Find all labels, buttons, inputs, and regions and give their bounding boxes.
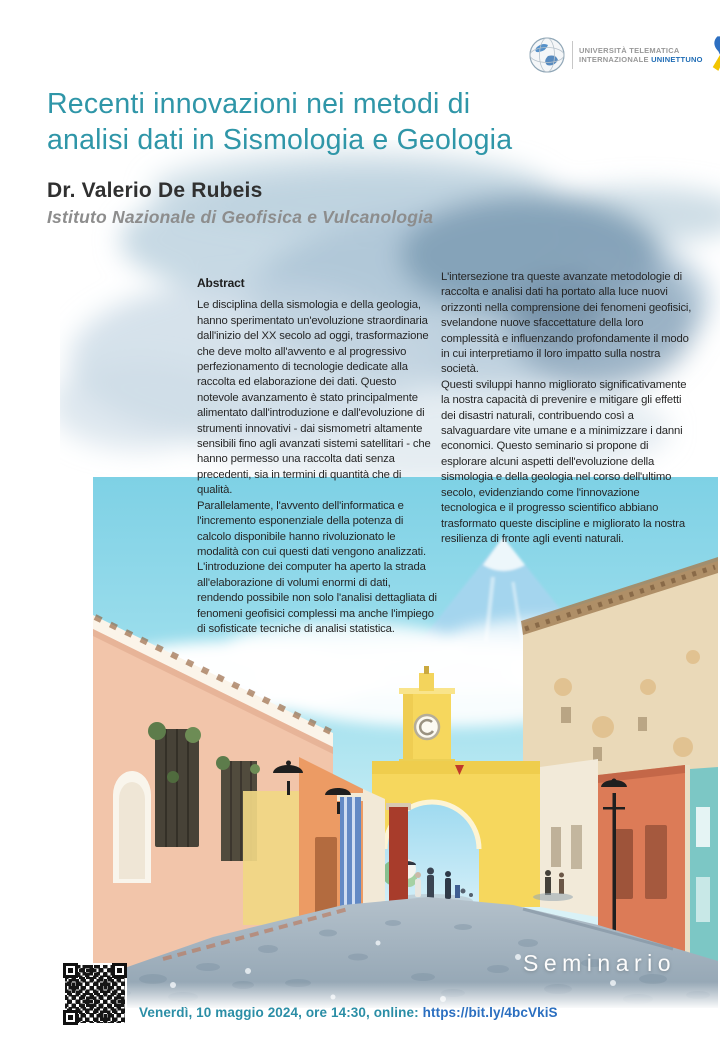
qr-finder-bottom-left: [63, 1010, 78, 1025]
seminario-label: Seminario: [523, 950, 677, 976]
ukraine-ribbon-icon: [709, 32, 720, 78]
title-line-1: Recenti innovazioni nei metodi di: [47, 88, 471, 120]
title-line-2: analisi dati in Sismologia e Geologia: [47, 124, 513, 156]
abstract-column-right: [441, 270, 695, 547]
logo-text: [579, 46, 703, 65]
event-date-time: Venerdì, 10 maggio 2024, ore 14:30, online:: [139, 1005, 419, 1020]
logo-line1: UNIVERSITÀ TELEMATICA: [579, 45, 680, 55]
speaker-affiliation: Istituto Nazionale di Geofisica e Vulcanologia: [47, 207, 434, 227]
qr-code: [63, 963, 127, 1025]
abstract-heading: Abstract: [197, 276, 245, 290]
abstract-left-paragraph-1: Le disciplina della sismologia e della geologia, hanno sperimentato un'evoluzione straordinaria dall'inizio del XX secolo ad oggi, trasformazione che deve molto all'avvento e al progressivo perfezionamento di tecnologie dedicate alla raccolta ed elaborazione dei dati. Questo notevole avanzamento è stato principalmente alimentato dall'introduzione e dall'evoluzione di strumenti innovativi - dai sismometri altamente sensibili fino agli avanzati sistemi satellitari - che hanno permesso una raccolta dati senza precedenti, sia in termini di quantità che di qualità.: [197, 299, 431, 497]
uninettuno-logo: [528, 32, 720, 78]
qr-finder-top-left: [63, 963, 78, 978]
poster-title: [47, 86, 512, 158]
qr-finder-top-right: [112, 963, 127, 978]
abstract-right-paragraph-2: Questi sviluppi hanno migliorato significativamente la nostra capacità di prevenire e mitigare gli effetti dei disastri naturali, contribuendo così a salvaguardare vite umane e a minimizzare i danni economici. Questo seminario si propone di esplorare alcuni aspetti dell'evoluzione della sismologia e della geologia nel corso dell'ultimo secolo, evidenziando come l'innovazione tecnologica e il progresso scientifico abbiano trasformato queste discipline e migliorato la nostra resilienza di fronte agli eventi naturali.: [441, 378, 687, 545]
event-details: [139, 1005, 558, 1020]
abstract-right-paragraph-1: L'intersezione tra queste avanzate metodologie di raccolta e analisi dati ha portato alla luce nuovi orizzonti nella comprensione dei fenomeni geofisici, svelandone nuove sfaccettature della loro complessità e influenzando profondamente il modo in cui interpretiamo il loro impatto sulla nostra società.: [441, 271, 692, 376]
logo-divider: [572, 41, 573, 69]
abstract-left-paragraph-2: Parallelamente, l'avvento dell'informatica e l'incremento esponenziale della potenza di calcolo disponibile hanno rivoluzionato le modalità con cui questi dati vengono analizzati. L'introduzione dei computer ha aperto la strada all'elaborazione di volumi enormi di dati, rendendo possibile non solo l'analisi dettagliata di fenomeni geofisici complessi ma anche l'impiego di sofisticate tecniche di analisi statistica.: [197, 499, 437, 635]
brand-name: UNINETTUNO: [651, 55, 703, 64]
globe-icon: [528, 36, 566, 74]
abstract-column-left: [197, 276, 437, 637]
logo-line2: INTERNAZIONALE UNINETTUNO: [579, 55, 703, 64]
speaker-name: Dr. Valerio De Rubeis: [47, 179, 263, 202]
seminar-link[interactable]: https://bit.ly/4bcVkiS: [422, 1005, 558, 1020]
